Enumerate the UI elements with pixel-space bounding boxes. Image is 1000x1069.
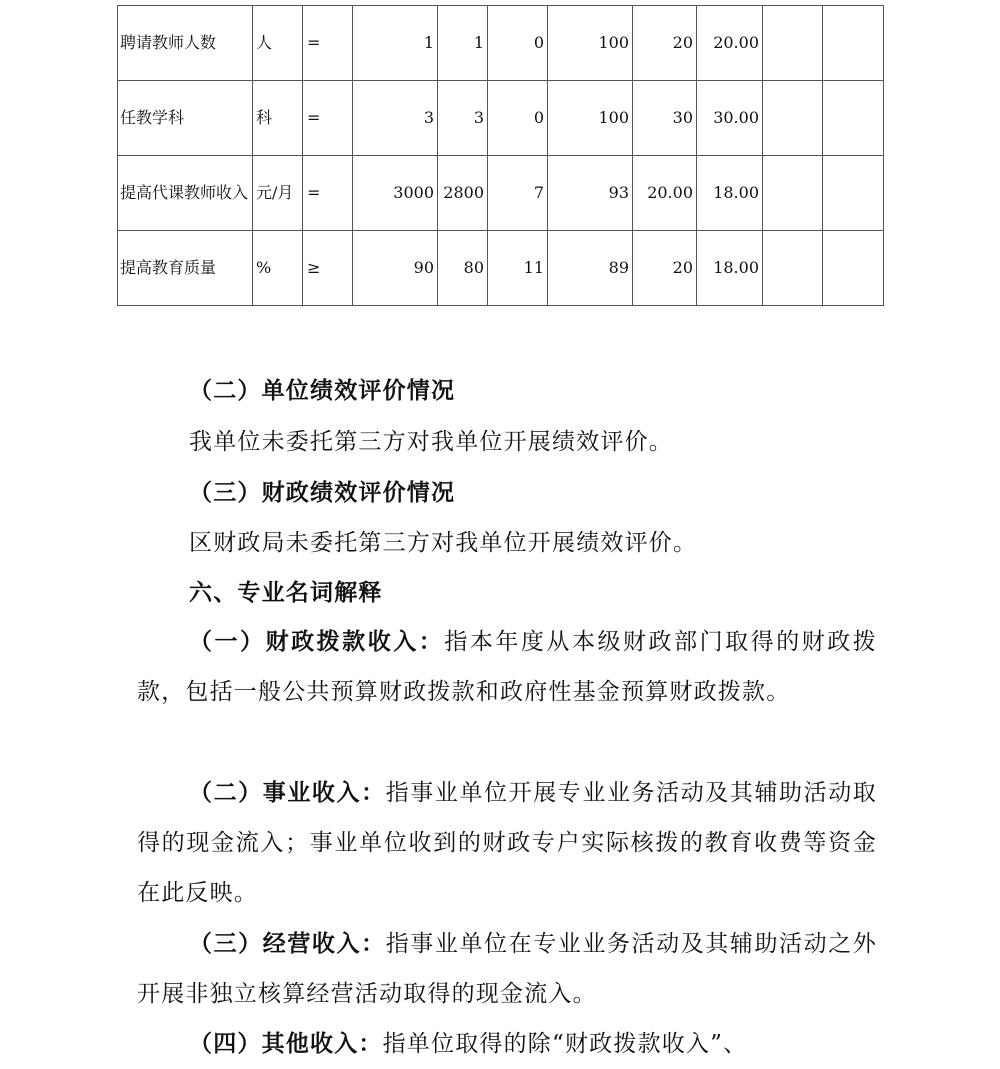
indicator-cell: 提高代课教师收入 (118, 156, 253, 231)
completion-rate-cell: 100 (548, 6, 633, 81)
comparator-cell: = (303, 156, 353, 231)
target-value-cell: 1 (353, 6, 438, 81)
unit-cell: 科 (253, 81, 303, 156)
reason-cell (763, 231, 823, 306)
completion-rate-cell: 89 (548, 231, 633, 306)
reason-cell (763, 156, 823, 231)
deviation-cell: 11 (488, 231, 548, 306)
table-body (118, 6, 884, 306)
glossary-text-3: 指事业单位在专业业务活动及其辅助活动之外开展非独立核算经营活动取得的现金流入。 (137, 931, 877, 1007)
weight-cell: 20.00 (633, 156, 697, 231)
measure-cell (823, 6, 884, 81)
actual-value-cell: 1 (438, 6, 488, 81)
glossary-text-4: 指单位取得的除“财政拨款收入”、 (382, 1031, 748, 1057)
glossary-item-1 (137, 617, 877, 717)
actual-value-cell: 80 (438, 231, 488, 306)
glossary-term-3: （三）经营收入： (189, 931, 386, 957)
fiscal-eval-heading: （三）财政绩效评价情况 (189, 480, 456, 506)
glossary-term-2: （二）事业收入： (189, 780, 386, 806)
score-cell: 18.00 (697, 231, 763, 306)
comparator-cell: = (303, 81, 353, 156)
deviation-cell: 0 (488, 6, 548, 81)
target-value-cell: 90 (353, 231, 438, 306)
target-value-cell: 3 (353, 81, 438, 156)
glossary-item-2 (137, 768, 877, 918)
reason-cell (763, 81, 823, 156)
deviation-cell: 7 (488, 156, 548, 231)
actual-value-cell: 2800 (438, 156, 488, 231)
reason-cell (763, 6, 823, 81)
indicator-cell: 提高教育质量 (118, 231, 253, 306)
table-row (118, 231, 884, 306)
table-row (118, 81, 884, 156)
glossary-text-1: 指本年度从本级财政部门取得的财政拨款，包括一般公共预算财政拨款和政府性基金预算财政拨款。 (137, 629, 878, 705)
unit-cell: % (253, 231, 303, 306)
glossary-text-2: 指事业单位开展专业业务活动及其辅助活动取得的现金流入；事业单位收到的财政专户实际核拨的教育收费等资金在此反映。 (137, 780, 877, 906)
fiscal-eval-text: 区财政局未委托第三方对我单位开展绩效评价。 (189, 530, 698, 556)
score-cell: 18.00 (697, 156, 763, 231)
weight-cell: 30 (633, 81, 697, 156)
completion-rate-cell: 100 (548, 81, 633, 156)
target-value-cell: 3000 (353, 156, 438, 231)
comparator-cell: ≥ (303, 231, 353, 306)
indicator-cell: 聘请教师人数 (118, 6, 253, 81)
weight-cell: 20 (633, 231, 697, 306)
unit-cell: 人 (253, 6, 303, 81)
glossary-item-4 (137, 1019, 877, 1069)
glossary-item-3 (137, 919, 877, 1019)
unit-eval-text: 我单位未委托第三方对我单位开展绩效评价。 (189, 429, 673, 455)
weight-cell: 20 (633, 6, 697, 81)
deviation-cell: 0 (488, 81, 548, 156)
glossary-term-4: （四）其他收入： (189, 1031, 383, 1057)
glossary-heading: 六、专业名词解释 (189, 580, 383, 606)
glossary-term-1: （一）财政拨款收入： (189, 629, 445, 655)
table-row (118, 6, 884, 81)
measure-cell (823, 156, 884, 231)
performance-table (117, 5, 884, 306)
comparator-cell: = (303, 6, 353, 81)
score-cell: 30.00 (697, 81, 763, 156)
measure-cell (823, 231, 884, 306)
unit-eval-heading: （二）单位绩效评价情况 (189, 378, 456, 404)
score-cell: 20.00 (697, 6, 763, 81)
measure-cell (823, 81, 884, 156)
unit-cell: 元/月 (253, 156, 303, 231)
indicator-cell: 任教学科 (118, 81, 253, 156)
actual-value-cell: 3 (438, 81, 488, 156)
completion-rate-cell: 93 (548, 156, 633, 231)
table-row (118, 156, 884, 231)
